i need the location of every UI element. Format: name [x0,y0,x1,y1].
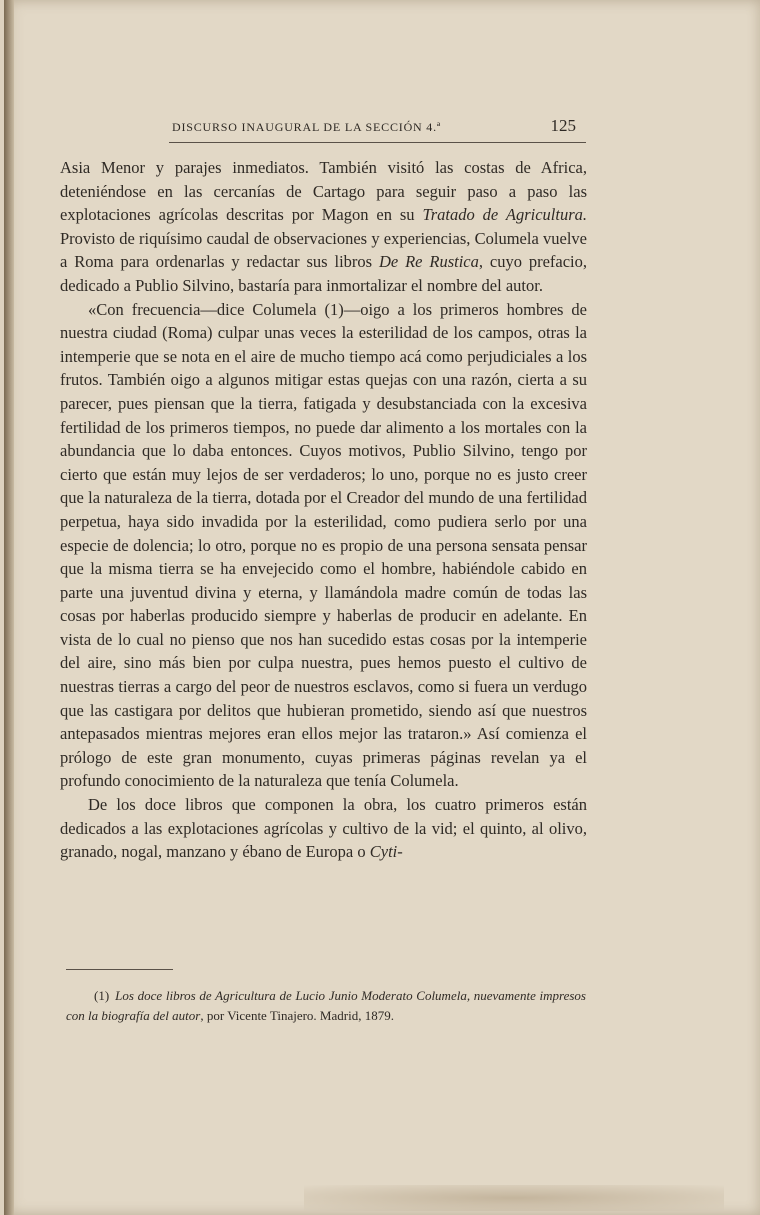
paper-stain [304,1185,724,1211]
footnote [66,986,586,1026]
paragraph-1-text-2: Provisto de riquísimo caudal de observaciones y experiencias, Columela vuelve a Roma para ordenarlas y redactar sus libros [60,228,587,272]
book-page [4,0,760,1215]
paragraph-2-text: «Con frecuencia—dice Columela (1)—oigo a los primeros hombres de nuestra ciudad (Roma) culpar unas veces la esterilidad de los campos, otras la intemperie que se nota en el aire de mucho tiempo acá como perjudiciales a los frutos. También oigo a algunos mitigar estas quejas con una razón, cierta a su parecer, pues piensan que la tierra, fatigada y desubstanciada con la excesiva fertilidad de los primeros tiempos, no puede dar alimento a los mortales con la abundancia que lo daba entonces. Cuyos motivos, Publio Silvino, tengo por cierto que están muy lejos de ser verdaderos; lo uno, porque no es justo creer que la naturaleza de la tierra, dotada por el Creador del mundo de una fertilidad perpetua, haya sido invadida por la esterilidad, como pudiera serlo por una especie de dolencia; lo otro, porque no es propio de una persona sensata pensar que la misma tierra se ha envejecido como el hombre, habiéndole cabido en parte una juventud divina y eterna, y llamándola madre común de todas las cosas por haberlas producido siempre y haberlas de producir en adelante. En vista de lo cual no pienso que nos han sucedido estas cosas por la intemperie del aire, sino más bien por culpa nuestra, pues hemos puesto el cultivo de nuestras tierras a cargo del peor de nuestros esclavos, como si fuera un verdugo que las castigara por delitos que hubieran prometido, siendo así que nuestros antepasados mientras mejores eran ellos mejor las trataron.» Así comienza el prólogo de este gran monumento, cuyas primeras páginas revelan ya el profundo conocimiento de la naturaleza que tenía Columela. [60,299,587,791]
footnote-publication: , por Vicente Tinajero. Madrid, 1879. [200,1008,394,1023]
footnote-rule [66,969,173,970]
header-rule [169,142,586,143]
page-number: 125 [550,116,576,135]
footnote-marker: (1) [94,988,110,1003]
book-title-de-re-rustica: De Re Rustica [378,252,479,272]
body-text [60,156,587,864]
running-header [169,114,586,142]
footnote-book-title: Los doce libros de Agricultura de Lucio Junio Moderato Columela, nuevamente impresos con la biografía del autor [66,988,586,1023]
paragraph-3-italic: Cyti- [369,842,403,862]
binding-edge [4,0,14,1215]
running-title: DISCURSO INAUGURAL DE LA SECCIÓN 4.ª [172,120,442,134]
paragraph-3 [60,793,587,864]
paragraph-1 [60,156,587,298]
book-title-tratado: Tratado de Agricultura. [422,205,588,225]
paragraph-3-text: De los doce libros que componen la obra, los cuatro primeros están dedicados a las explotaciones agrícolas y cultivo de la vid; el quinto, al olivo, granado, nogal, manzano y ébano de Europa o [60,795,587,862]
paragraph-1-text-3: , cuyo prefacio, dedicado a Publio Silvino, bastaría para inmortalizar el nombre del autor. [60,252,587,295]
paragraph-2-quotation [60,298,587,793]
paragraph-1-text-1: Asia Menor y parajes inmediatos. También visitó las costas de Africa, deteniéndose en las cercanías de Cartago para seguir paso a paso las explotaciones agrícolas descritas por Magon en su [60,158,587,225]
